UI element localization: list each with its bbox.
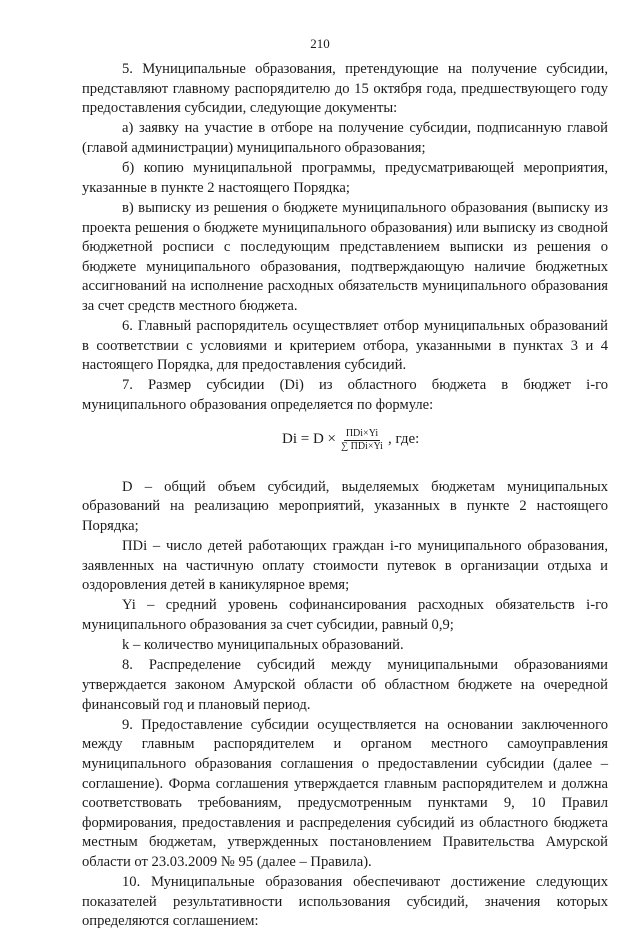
formula-lhs: Di = D × — [282, 431, 337, 448]
page-number: 210 — [310, 36, 330, 51]
formula-numerator: ПDi×Yi — [345, 427, 379, 439]
definition-y: Yi – средний уровень софинансирования расходных обязательств i-го муниципального образования за счет субсидии, равный 0,9; — [82, 597, 608, 633]
paragraph-5b: б) копию муниципальной программы, предусматривающей мероприятия, указанные в пункте 2 настоящего Порядка; — [82, 160, 608, 196]
paragraph-8: 8. Распределение субсидий между муниципальными образованиями утверждается законом Амурской области об областном бюджете на очередной финансовый год и плановый период. — [82, 657, 608, 713]
paragraph-9: 9. Предоставление субсидии осуществляется на основании заключенного между главным распорядителем и органом местного самоуправления муниципального образования соглашения о предоставлении субсидии (далее – соглашение). Форма соглашения утверждается главным распорядителем и должна соответствовать требованиям, предусмотренным пунктами 9, 10 Правил формирования, предоставления и распределения субсидий из областного бюджета местным бюджетам, утвержденных постановлением Правительства Амурской области от 23.03.2009 № 95 (далее – Правила). — [82, 716, 608, 870]
formula-denominator: ∑ ПDi×Yi — [341, 440, 383, 452]
paragraph-5: 5. Муниципальные образования, претендующие на получение субсидии, представляют главному распорядителю до 15 октября года, предшествующего году предоставления субсидии, следующие документы: — [82, 61, 608, 117]
paragraph-6: 6. Главный распорядитель осуществляет отбор муниципальных образований в соответствии с условиями и критерием отбора, указанными в пунктах 3 и 4 настоящего Порядка, для предоставления субсидий. — [82, 318, 608, 374]
definition-d: D – общий объем субсидий, выделяемых бюджетам муниципальных образований на реализацию мероприятий, указанных в пункте 2 настоящего Порядка; — [82, 478, 608, 534]
formula-fraction — [339, 428, 385, 453]
formula-tail: , где: — [387, 431, 420, 448]
paragraph-7: 7. Размер субсидии (Di) из областного бюджета в бюджет i-го муниципального образования определяется по формуле: — [82, 377, 608, 414]
paragraph-10: 10. Муниципальные образования обеспечивают достижение следующих показателей результативности использования субсидий, значения которых определяются соглашением: — [82, 874, 608, 930]
paragraph-5a: а) заявку на участие в отборе на получение субсидии, подписанную главой (главой администрации) муниципального образования; — [82, 120, 608, 156]
document-body — [82, 60, 608, 932]
subsidy-formula — [82, 418, 608, 472]
paragraph-5v: в) выписку из решения о бюджете муниципального образования (выписку из проекта решения о бюджете муниципального образования) или выписку из сводной бюджетной росписи с последующим представлением выписки из решения о бюджете муниципального образования, подтверждающую наличие бюджетных ассигнований на исполнение расходных обязательств муниципального образования за счет средств местного бюджета. — [82, 199, 608, 314]
definition-p: ПDi – число детей работающих граждан i-го муниципального образования, заявленных на частичную оплату стоимости путевок в организации отдыха и оздоровления детей в каникулярное время; — [82, 538, 608, 594]
definition-k: k – количество муниципальных образований. — [122, 637, 404, 654]
